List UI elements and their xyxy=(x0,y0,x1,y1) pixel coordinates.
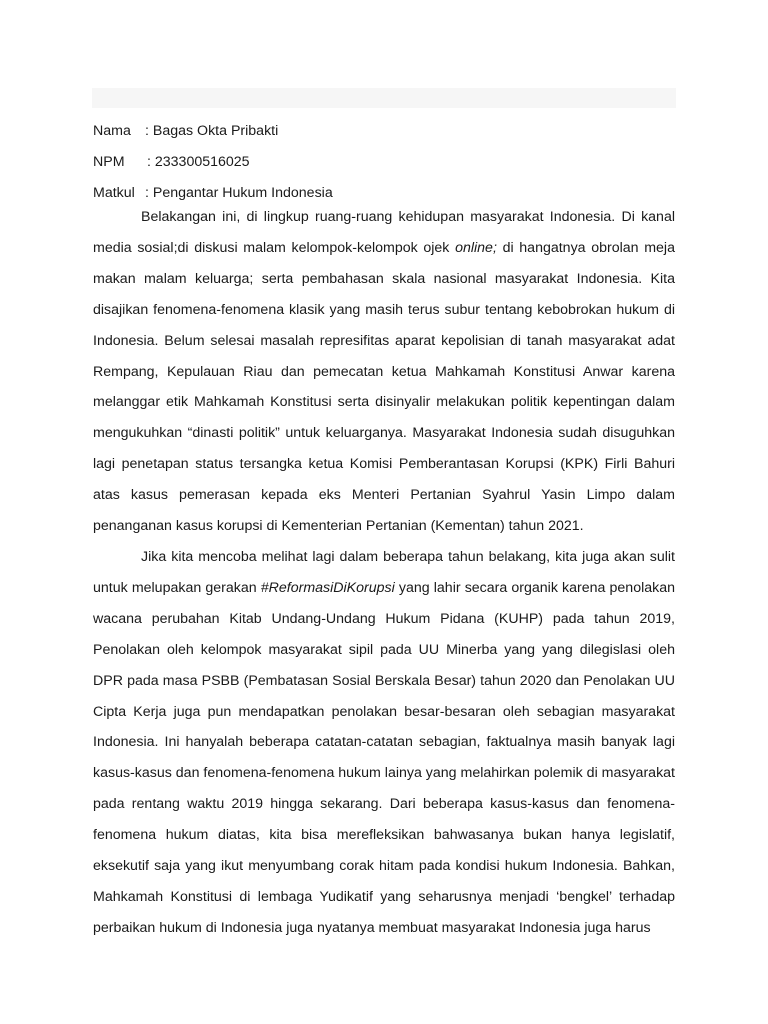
nama-label: Nama xyxy=(93,123,131,139)
student-info xyxy=(93,116,677,209)
matkul-label: Matkul xyxy=(93,185,135,201)
essay-body xyxy=(93,202,675,944)
paragraph-2 xyxy=(93,542,675,944)
paragraph-1-part-a: Belakangan ini, di lingkup ruang-ruang kehidupan masyarakat Indonesia. Di kanal media sosial;di diskusi malam kelompok-kelompok ojek xyxy=(93,209,675,256)
paragraph-2-italic-hashtag: #ReformasiDiKorupsi xyxy=(260,579,395,596)
nama-value: : Bagas Okta Pribakti xyxy=(145,123,279,139)
header-band xyxy=(92,88,676,108)
nama-row xyxy=(93,116,677,147)
paragraph-2-part-a: Jika kita mencoba melihat lagi dalam beberapa tahun belakang, kita juga akan sulit untuk melupakan gerakan xyxy=(93,548,675,596)
matkul-value: : Pengantar Hukum Indonesia xyxy=(145,185,333,201)
paragraph-1-italic-online: online; xyxy=(455,239,497,256)
paragraph-1-part-c: di hangatnya obrolan meja makan malam keluarga; serta pembahasan skala nasional masyarakat Indonesia. Kita disajikan fenomena-fenomena klasik yang masih terus subur tentang kebobrokan hukum di Indonesia. Belum selesai masalah represifitas aparat kepolisian di tanah masyarakat adat Rempang, Kepulauan Riau dan pemecatan ketua Mahkamah Konstitusi Anwar karena melanggar etik Mahkamah Konstitusi serta disinyalir melakukan politik kepentingan dalam mengukuhkan “dinasti politik” untuk keluarganya. Masyarakat Indonesia sudah disuguhkan lagi penetapan status tersangka ketua Komisi Pemberantasan Korupsi (KPK) Firli Bahuri atas kasus pemerasan kepada eks Menteri Pertanian Syahrul Yasin Limpo dalam penanganan kasus korupsi di Kementerian Pertanian (Kementan) tahun 2021. xyxy=(93,239,675,535)
npm-row xyxy=(93,147,677,178)
paragraph-2-part-c: yang lahir secara organik karena penolakan wacana perubahan Kitab Undang-Undang Hukum Pidana (KUHP) pada tahun 2019, Penolakan oleh kelompok masyarakat sipil pada UU Minerba yang yang dilegislasi oleh DPR pada masa PSBB (Pembatasan Sosial Berskala Besar) tahun 2020 dan Penolakan UU Cipta Kerja juga pun mendapatkan penolakan besar-besaran oleh sebagian masyarakat Indonesia. Ini hanyalah beberapa catatan-catatan sebagian, faktualnya masih banyak lagi kasus-kasus dan fenomena-fenomena hukum lainya yang melahirkan polemik di masyarakat pada rentang waktu 2019 hingga sekarang. Dari beberapa kasus-kasus dan fenomena-fenomena hukum diatas, kita bisa merefleksikan bahwasanya bukan hanya legislatif, eksekutif saja yang ikut menyumbang corak hitam pada kondisi hukum Indonesia. Bahkan, Mahkamah Konstitusi di lembaga Yudikatif yang seharusnya menjadi ‘bengkel’ terhadap perbaikan hukum di Indonesia juga nyatanya membuat masyarakat Indonesia juga harus xyxy=(93,579,676,936)
npm-label: NPM xyxy=(93,154,125,170)
npm-value: : 233300516025 xyxy=(147,154,250,170)
paragraph-1 xyxy=(93,202,675,542)
